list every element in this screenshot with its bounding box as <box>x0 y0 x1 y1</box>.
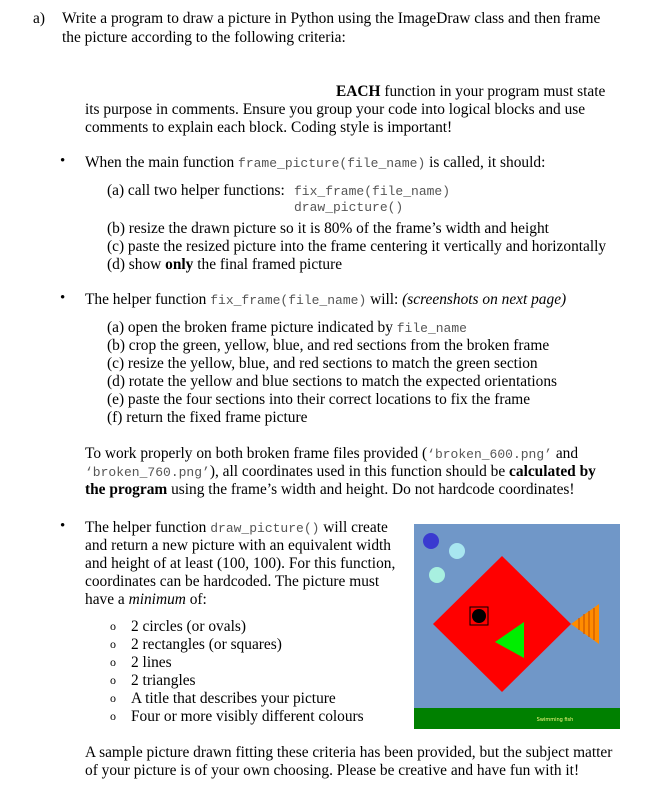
main-fn-a-code2: draw_picture() <box>294 200 404 215</box>
list-circle-icon: o <box>110 709 116 723</box>
main-fn-post: is called, it should: <box>425 154 546 171</box>
draw-fn-l1-code: draw_picture() <box>210 521 320 536</box>
main-fn-d-post: the final framed picture <box>193 256 343 273</box>
draw-fn-line-3: and height of at least (100, 100). For this function, <box>85 555 396 572</box>
fix-fn-para-3 <box>85 480 575 499</box>
draw-fn-l5-pre: have a <box>85 591 129 608</box>
fix-fn-line <box>85 290 566 310</box>
intro-line-1: Write a program to draw a picture in Python using the ImageDraw class and then frame <box>62 10 601 27</box>
comments-line-3: comments to explain each block. Coding style is important! <box>85 119 453 136</box>
fix-fn-d: (d) rotate the yellow and blue sections to match the expected orientations <box>107 373 558 390</box>
fix-fn-mid: will: <box>366 291 403 308</box>
bullet-icon: • <box>60 518 66 534</box>
draw-fn-l5-em: minimum <box>128 591 186 608</box>
fix-fn-p1-post: and <box>551 445 579 462</box>
list-item: 2 circles (or ovals) <box>131 618 246 635</box>
comments-line-2: its purpose in comments. Ensure you group your code into logical blocks and use <box>85 101 586 118</box>
draw-fn-line-5 <box>85 590 207 609</box>
main-fn-d-bold: only <box>165 256 194 273</box>
list-circle-icon: o <box>110 619 116 633</box>
fix-fn-a-code: file_name <box>396 321 467 336</box>
main-fn-d <box>107 255 342 274</box>
eye-circle <box>472 609 486 623</box>
list-item: 2 rectangles (or squares) <box>131 636 282 653</box>
list-item: 2 triangles <box>131 672 196 689</box>
draw-fn-line-1 <box>85 518 388 538</box>
list-circle-icon: o <box>110 655 116 669</box>
main-fn-d-pre: (d) show <box>107 256 166 273</box>
comments-line-1 <box>336 82 605 101</box>
list-item: A title that describes your picture <box>131 690 336 707</box>
ground-rectangle <box>414 708 620 729</box>
fix-fn-p3-post: using the frame’s width and height. Do not hardcode coordinates! <box>167 481 575 498</box>
comments-line-1-rest: function in your program must state <box>380 83 606 100</box>
closing-line-2: of your picture is of your own choosing. Please be creative and have fun with it! <box>85 762 580 779</box>
fix-fn-f: (f) return the fixed frame picture <box>107 409 308 426</box>
list-circle-icon: o <box>110 691 116 705</box>
fix-fn-note: (screenshots on next page) <box>402 291 567 308</box>
fix-fn-para-2 <box>85 462 596 482</box>
each-emphasis: EACH <box>336 83 381 100</box>
fix-fn-c: (c) resize the yellow, blue, and red sections to match the green section <box>107 355 538 372</box>
draw-fn-l1-pre: The helper function <box>85 519 211 536</box>
bullet-icon: • <box>60 290 66 306</box>
picture-title: Swimming fish <box>536 717 574 723</box>
fix-fn-para-1 <box>85 444 578 464</box>
main-fn-line <box>85 153 545 173</box>
fix-fn-a-pre: (a) open the broken frame picture indicated by <box>107 319 397 336</box>
list-circle-icon: o <box>110 637 116 651</box>
list-item: 2 lines <box>131 654 172 671</box>
draw-fn-l5-post: of: <box>185 591 207 608</box>
bullet-icon: • <box>60 153 66 169</box>
main-fn-code: frame_picture(file_name) <box>238 156 426 171</box>
main-fn-pre: When the main function <box>85 154 239 171</box>
fix-fn-b: (b) crop the green, yellow, blue, and red sections from the broken frame <box>107 337 550 354</box>
fix-fn-p2-code: ‘broken_760.png’ <box>85 465 210 480</box>
fix-fn-code: fix_frame(file_name) <box>210 293 367 308</box>
part-label: a) <box>33 10 45 27</box>
fix-fn-a <box>107 318 467 338</box>
closing-line-1: A sample picture drawn fitting these criteria has been provided, but the subject matter <box>85 744 613 761</box>
list-circle-icon: o <box>110 673 116 687</box>
draw-fn-l1-post: will create <box>319 519 388 536</box>
draw-fn-line-2: and return a new picture with an equivalent width <box>85 537 392 554</box>
fix-fn-e: (e) paste the four sections into their correct locations to fix the frame <box>107 391 531 408</box>
fix-fn-p3-bold: the program <box>85 481 168 498</box>
fix-fn-p2-bold: calculated by <box>509 463 596 480</box>
bubble-circle <box>429 567 445 583</box>
fix-fn-p1-pre: To work properly on both broken frame files provided ( <box>85 445 428 462</box>
main-fn-a: (a) call two helper functions: <box>107 182 285 199</box>
draw-fn-line-4: coordinates can be hardcoded. The picture must <box>85 573 380 590</box>
fix-fn-p1-code: ‘broken_600.png’ <box>427 447 552 462</box>
bubble-circle <box>423 533 439 549</box>
main-fn-c: (c) paste the resized picture into the frame centering it vertically and horizontally <box>107 238 607 255</box>
fix-fn-pre: The helper function <box>85 291 211 308</box>
intro-line-2: the picture according to the following criteria: <box>62 29 346 46</box>
list-item: Four or more visibly different colours <box>131 708 364 725</box>
fix-fn-p2-mid: ), all coordinates used in this function should be <box>209 463 510 480</box>
main-fn-b: (b) resize the drawn picture so it is 80% of the frame’s width and height <box>107 220 549 237</box>
sample-fish-picture <box>414 524 620 729</box>
bubble-circle <box>449 543 465 559</box>
main-fn-a-code1: fix_frame(file_name) <box>294 184 451 199</box>
